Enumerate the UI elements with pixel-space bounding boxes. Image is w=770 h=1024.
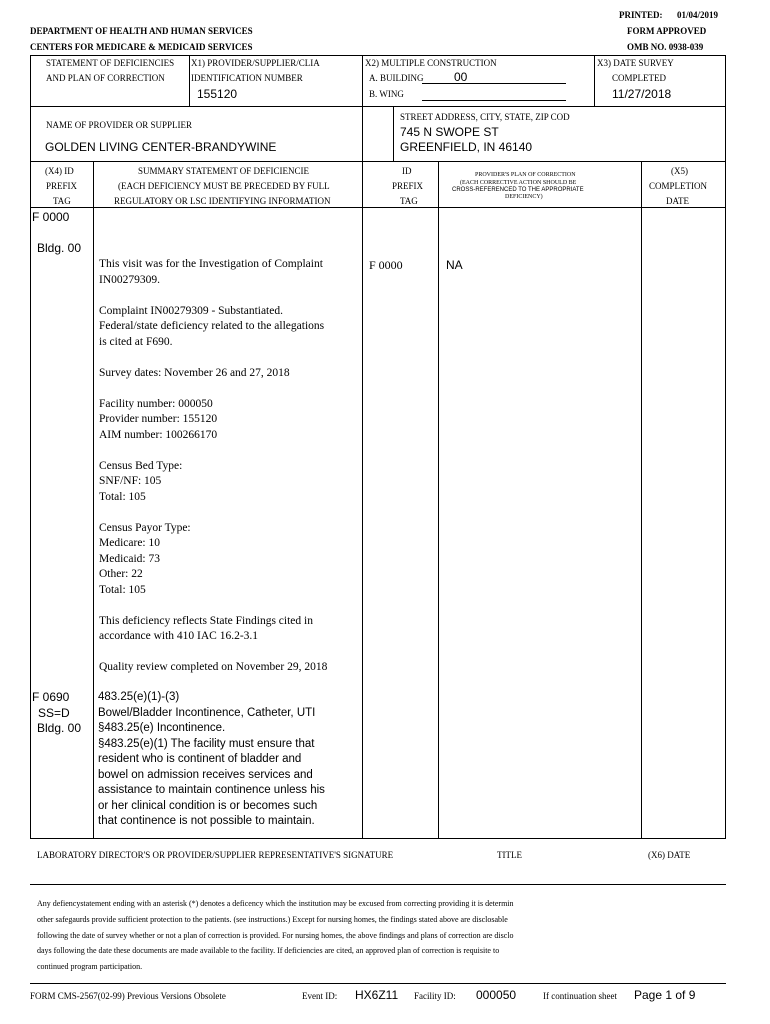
text-line: or her clinical condition is or becomes such xyxy=(98,799,318,812)
page-number: Page 1 of 9 xyxy=(634,988,696,1002)
footnote-line: Any defiencystatement ending with an asterisk (*) denotes a deficency which the institution may be excused from correcting providing it is determin xyxy=(37,899,514,908)
footnote-line: continued program participation. xyxy=(37,962,143,972)
printed-date: 01/04/2019 xyxy=(677,10,719,20)
summary-subheading: (EACH DEFICIENCY MUST BE PRECEDED BY FULL xyxy=(118,181,330,191)
text-line: 483.25(e)(1)-(3) xyxy=(98,691,180,703)
address-label: STREET ADDRESS, CITY, STATE, ZIP COD xyxy=(400,112,570,122)
text-line: assistance to maintain continence unless his xyxy=(98,784,325,796)
scope-severity-2: SS=D xyxy=(38,706,70,720)
x4-prefix-heading: PREFIX xyxy=(46,181,78,191)
building-value: 00 xyxy=(454,70,468,84)
footnote-line: other safegaurds provide sufficient protection to the patients. (see instructions.) Except for nursing homes, the findings stated above are disclosable xyxy=(37,914,508,924)
deficiency-text-2 xyxy=(98,690,325,830)
facility-id-label: Facility ID: xyxy=(414,991,456,1001)
text-line: Complaint IN00279309 - Substantiated. xyxy=(99,304,283,317)
footnote-line: following the date of survey whether or not a plan of correction is provided. For nursing homes, the above findings and plans of correction are disclo xyxy=(37,930,514,940)
wing-label: B. WING xyxy=(369,89,404,99)
id-prefix-heading: PREFIX xyxy=(392,181,424,191)
plan-of-correction-label: AND PLAN OF CORRECTION xyxy=(46,73,165,83)
address-line2: GREENFIELD, IN 46140 xyxy=(400,140,533,154)
statement-label: STATEMENT OF DEFICIENCIES xyxy=(46,58,175,68)
survey-date-value: 11/27/2018 xyxy=(612,87,672,101)
event-id-value: HX6Z11 xyxy=(355,988,399,1002)
facility-id-value: 000050 xyxy=(476,988,517,1002)
id-tag-heading: TAG xyxy=(400,196,418,206)
department-title: DEPARTMENT OF HEALTH AND HUMAN SERVICES xyxy=(30,26,253,36)
text-line: Bowel/Bladder Incontinence, Catheter, UTI xyxy=(98,706,316,719)
text-line: Survey dates: November 26 and 27, 2018 xyxy=(99,366,290,379)
text-line: is cited at F690. xyxy=(99,335,173,348)
id-prefix-tag-1: F 0000 xyxy=(369,258,403,272)
text-line: This visit was for the Investigation of Complaint xyxy=(99,258,323,270)
text-line: IN00279309. xyxy=(99,273,161,286)
text-line: Census Payor Type: xyxy=(99,521,191,534)
building-label: A. BUILDING xyxy=(369,73,424,83)
signature-label: LABORATORY DIRECTOR'S OR PROVIDER/SUPPLIER REPRESENTATIVE'S SIGNATURE xyxy=(37,850,394,860)
prefix-tag-1: F 0000 xyxy=(32,210,70,224)
id-heading: ID xyxy=(402,166,412,176)
agency-title: CENTERS FOR MEDICARE & MEDICAID SERVICES xyxy=(30,42,253,52)
x4-tag-heading: TAG xyxy=(53,196,71,206)
completion-heading: COMPLETION xyxy=(649,181,707,191)
text-line: Census Bed Type: xyxy=(99,459,183,472)
plan-heading: PROVIDER'S PLAN OF CORRECTION xyxy=(475,172,576,178)
continuation-label: If continuation sheet xyxy=(543,991,617,1001)
deficiency-text-1 xyxy=(99,257,327,676)
text-line: Provider number: 155120 xyxy=(99,413,218,425)
plan-subheading-2: CROSS-REFERENCED TO THE APPROPRIATE xyxy=(452,187,584,193)
x3-label: X3) DATE SURVEY xyxy=(597,58,674,68)
x1-sublabel: IDENTIFICATION NUMBER xyxy=(191,73,303,83)
x3-sublabel: COMPLETED xyxy=(612,73,666,83)
text-line: Medicaid: 73 xyxy=(99,552,160,565)
plan-subheading-3: DEFICIENCY) xyxy=(505,194,543,200)
building-tag-2: Bldg. 00 xyxy=(37,721,82,735)
text-line: Other: 22 xyxy=(99,568,143,580)
printed-label: PRINTED: xyxy=(619,10,663,20)
plan-value-1: NA xyxy=(446,258,463,272)
text-line: This deficiency reflects State Findings cited in xyxy=(99,614,313,627)
text-line: Quality review completed on November 29, 2018 xyxy=(99,661,328,673)
text-line: SNF/NF: 105 xyxy=(99,475,162,487)
text-line: §483.25(e) Incontinence. xyxy=(98,722,226,734)
date-heading: DATE xyxy=(666,196,689,206)
provider-id-value: 155120 xyxy=(197,87,238,101)
text-line: Facility number: 000050 xyxy=(99,397,213,410)
provider-name-label: NAME OF PROVIDER OR SUPPLIER xyxy=(46,120,193,130)
text-line: Federal/state deficiency related to the allegations xyxy=(99,320,325,332)
footnote-line: days following the date these documents are made available to the facility. If deficiencies are cited, an approved plan of correction is requisite to xyxy=(37,946,500,956)
form-number: FORM CMS-2567(02-99) Previous Versions Obsolete xyxy=(30,991,226,1001)
form-approved: FORM APPROVED xyxy=(627,26,707,36)
summary-heading: SUMMARY STATEMENT OF DEFICIENCIE xyxy=(138,166,310,176)
signature-date-label: (X6) DATE xyxy=(648,850,691,860)
text-line: that continence is not possible to maintain. xyxy=(98,815,315,827)
x5-heading: (X5) xyxy=(671,166,688,176)
title-label: TITLE xyxy=(497,850,522,860)
x2-label: X2) MULTIPLE CONSTRUCTION xyxy=(365,58,497,68)
text-line: AIM number: 100266170 xyxy=(99,428,218,441)
provider-name-value: GOLDEN LIVING CENTER-BRANDYWINE xyxy=(45,140,277,154)
x1-label: X1) PROVIDER/SUPPLIER/CLIA xyxy=(191,58,320,68)
summary-subheading-2: REGULATORY OR LSC IDENTIFYING INFORMATION xyxy=(114,196,331,206)
text-line: Medicare: 10 xyxy=(99,537,160,549)
text-line: Total: 105 xyxy=(99,583,146,596)
omb-number: OMB NO. 0938-039 xyxy=(627,42,704,52)
address-line1: 745 N SWOPE ST xyxy=(400,125,499,139)
text-line: bowel on admission receives services and xyxy=(98,768,313,781)
text-line: Total: 105 xyxy=(99,490,146,503)
text-line: resident who is continent of bladder and xyxy=(98,753,302,765)
event-id-label: Event ID: xyxy=(302,991,338,1001)
x4-heading: (X4) ID xyxy=(45,166,74,176)
prefix-tag-2: F 0690 xyxy=(32,690,70,704)
footnote xyxy=(37,896,514,975)
plan-subheading: (EACH CORRECTIVE ACTION SHOULD BE xyxy=(460,180,577,186)
text-line: §483.25(e)(1) The facility must ensure that xyxy=(98,737,315,750)
text-line: accordance with 410 IAC 16.2-3.1 xyxy=(99,630,259,642)
building-tag-1: Bldg. 00 xyxy=(37,241,82,255)
